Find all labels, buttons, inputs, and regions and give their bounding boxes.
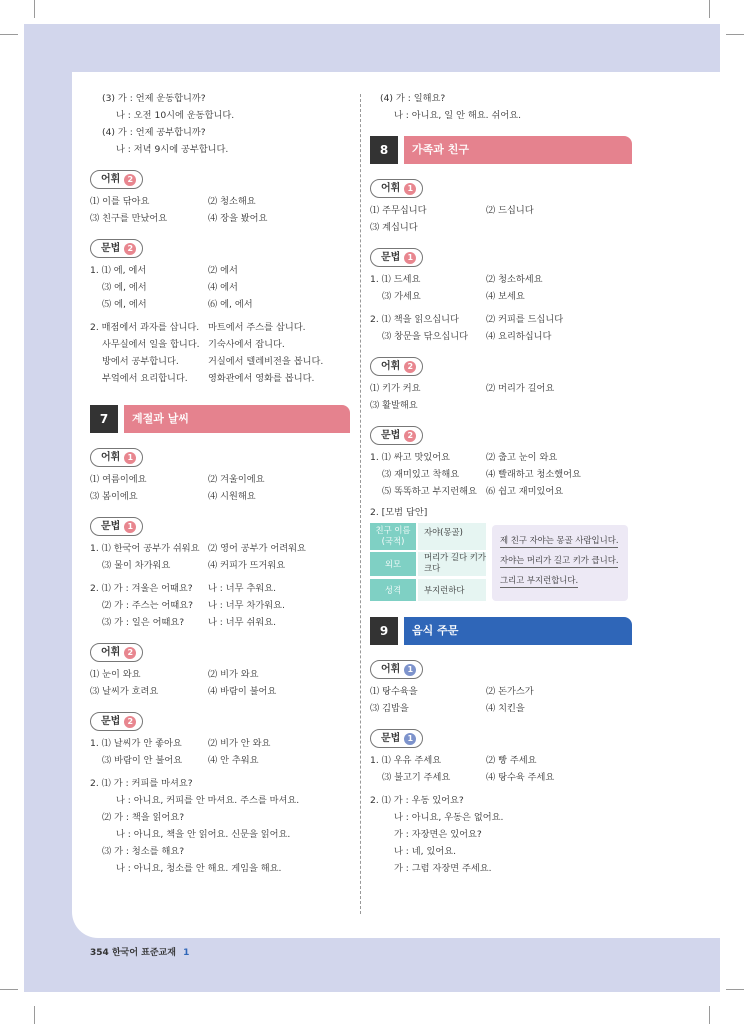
answer-text: 가 : 그럼 자장면 주세요. — [394, 863, 492, 874]
pill-number: 2 — [124, 716, 136, 728]
crop-mark — [709, 0, 710, 18]
unit-number: 8 — [370, 136, 398, 164]
section-pill-vocab — [370, 357, 423, 376]
answer-row — [90, 296, 350, 313]
answer-text: ⑷ 에서 — [208, 282, 238, 293]
answer-text: 나 : 저녁 9시에 공부합니다. — [116, 144, 229, 155]
pill-label: 어휘 — [381, 183, 401, 194]
pill-label: 문법 — [381, 252, 401, 263]
pill-number: 1 — [404, 733, 416, 745]
answer-text: ⑷ 치킨을 — [486, 703, 525, 714]
answer-text: ⑴ 이를 닦아요 — [90, 196, 150, 207]
answer-text: (4) 가 : 일해요? — [380, 93, 446, 104]
answer-row — [90, 279, 350, 296]
pill-number: 1 — [404, 252, 416, 264]
answer-row — [370, 397, 632, 414]
pill-number: 2 — [404, 430, 416, 442]
answer-text: ⑵ 머리가 길어요 — [486, 383, 555, 394]
unit-banner — [370, 617, 632, 645]
answer-text: 기숙사에서 잡니다. — [208, 339, 285, 350]
answer-text: 나 : 네, 있어요. — [394, 846, 457, 857]
pill-label: 어휘 — [101, 452, 121, 463]
crop-mark — [0, 989, 18, 990]
pill-label: 문법 — [381, 733, 401, 744]
answer-text: 2. ⑴ 가 : 우동 있어요? — [370, 795, 464, 806]
answer-text: ⑹ 에, 에서 — [208, 299, 253, 310]
answer-text: 부엌에서 요리합니다. — [102, 373, 188, 384]
answer-text: 방에서 공부합니다. — [102, 356, 179, 367]
answer-text: ⑵ 가 : 책을 읽어요? — [102, 812, 185, 823]
answer-row — [90, 210, 350, 227]
answer-row — [90, 666, 350, 683]
answer-text: ⑵ 비가 안 와요 — [208, 738, 271, 749]
answer-row — [370, 288, 632, 305]
answer-text: ⑸ 에, 에서 — [102, 299, 147, 310]
answer-text: ⑵ 빵 주세요 — [486, 755, 537, 766]
crop-mark — [726, 989, 744, 990]
answer-row — [90, 597, 350, 614]
answer-text: ⑶ 창문을 닦으십니다 — [382, 331, 469, 342]
table-key: 외모 — [370, 552, 416, 576]
section-pill-grammar — [370, 729, 423, 748]
section-pill-vocab — [90, 643, 143, 662]
answer-text: ⑵ 춥고 눈이 와요 — [486, 452, 558, 463]
answer-text: ⑶ 바람이 안 불어요 — [102, 755, 183, 766]
page-footer — [90, 945, 189, 958]
answer-text: 2. 매점에서 과자를 삽니다. — [90, 322, 200, 333]
answer-line — [90, 809, 350, 826]
pill-label: 문법 — [381, 430, 401, 441]
answer-text: ⑵ 청소해요 — [208, 196, 256, 207]
answer-row — [90, 752, 350, 769]
answer-row — [370, 328, 632, 345]
answer-text: 가 : 자장면은 있어요? — [394, 829, 482, 840]
answer-text: ⑶ 계십니다 — [370, 222, 418, 233]
answer-line — [90, 826, 350, 843]
section-pill-grammar — [90, 517, 143, 536]
answer-text: ⑵ 청소하세요 — [486, 274, 543, 285]
answer-text: ⑶ 가 : 청소를 해요? — [102, 846, 185, 857]
answer-text: 1. ⑴ 날씨가 안 좋아요 — [90, 738, 182, 749]
section-pill-vocab — [370, 660, 423, 679]
book-title: 한국어 표준교재 — [111, 948, 176, 958]
column-divider — [360, 94, 361, 914]
answer-text: 거실에서 텔레비전을 봅니다. — [208, 356, 324, 367]
answer-text: ⑶ 활발해요 — [370, 400, 418, 411]
answer-text: 나 : 너무 추워요. — [208, 583, 277, 594]
answer-text: ⑹ 쉽고 재미있어요 — [486, 486, 564, 497]
sample-answer-note — [492, 525, 628, 601]
answer-row — [370, 752, 632, 769]
unit-banner — [370, 136, 632, 164]
answer-row — [370, 449, 632, 466]
answer-line — [90, 860, 350, 877]
answer-line — [90, 843, 350, 860]
answer-text: ⑶ 김밥을 — [370, 703, 409, 714]
pill-number: 2 — [124, 174, 136, 186]
answer-text: ⑶ 물이 차가워요 — [102, 560, 171, 571]
unit-number: 9 — [370, 617, 398, 645]
answer-row — [370, 202, 632, 219]
answer-text: 나 : 아니요, 일 안 해요. 쉬어요. — [394, 110, 522, 121]
answer-text: ⑷ 안 추워요 — [208, 755, 259, 766]
left-column — [90, 90, 350, 877]
answer-row — [370, 380, 632, 397]
page-number: 354 — [90, 948, 109, 958]
answer-text: ⑵ 가 : 주스는 어때요? — [102, 600, 193, 611]
pill-number: 1 — [124, 521, 136, 533]
answer-line — [370, 809, 632, 826]
answer-text: ⑵ 겨울이에요 — [208, 474, 265, 485]
answer-text: 2. ⑴ 가 : 커피를 마셔요? — [90, 778, 193, 789]
answer-text: ⑷ 커피가 뜨거워요 — [208, 560, 286, 571]
note-line: 그리고 부지런합니다. — [500, 574, 578, 588]
answer-row — [90, 540, 350, 557]
answer-row — [90, 580, 350, 597]
answer-line — [90, 792, 350, 809]
answer-text: 사무실에서 일을 합니다. — [102, 339, 200, 350]
answer-text: ⑶ 친구를 만났어요 — [90, 213, 168, 224]
unit-title: 계절과 날씨 — [124, 405, 350, 433]
answer-text: ⑷ 탕수육 주세요 — [486, 772, 555, 783]
book-volume: 1 — [183, 948, 190, 958]
answer-text: 1. ⑴ 우유 주세요 — [370, 755, 442, 766]
answer-row — [90, 557, 350, 574]
answer-text: ⑵ 커피를 드십니다 — [486, 314, 564, 325]
table-value: 머리가 길다 키가 크다 — [418, 552, 486, 576]
crop-mark — [0, 34, 18, 35]
sample-answer-table — [370, 523, 632, 603]
answer-text: ⑸ 똑똑하고 부지런해요 — [382, 486, 477, 497]
table-key: 성격 — [370, 579, 416, 601]
answer-text: 영화관에서 영화를 봅니다. — [208, 373, 315, 384]
answer-line — [370, 792, 632, 809]
unit-banner — [90, 405, 350, 433]
answer-row — [370, 683, 632, 700]
answer-text: 1. ⑴ 드세요 — [370, 274, 421, 285]
answer-text: ⑶ 가세요 — [382, 291, 421, 302]
answer-line — [370, 826, 632, 843]
table-value: 자야(몽골) — [418, 523, 486, 550]
answer-row — [370, 769, 632, 786]
answer-row — [90, 193, 350, 210]
answer-text: ⑷ 빨래하고 청소했어요 — [486, 469, 581, 480]
answer-text: ⑴ 키가 커요 — [370, 383, 421, 394]
answer-text: ⑷ 보세요 — [486, 291, 525, 302]
answer-text: ⑵ 에서 — [208, 265, 238, 276]
note-line: 제 친구 자야는 몽골 사람입니다. — [500, 534, 618, 548]
answer-text: ⑵ 돈가스가 — [486, 686, 534, 697]
answer-line — [370, 843, 632, 860]
section-pill-vocab — [90, 170, 143, 189]
answer-text: ⑶ 날씨가 흐려요 — [90, 686, 159, 697]
answer-text: 마트에서 주스를 삽니다. — [208, 322, 306, 333]
answer-text: ⑴ 주무십니다 — [370, 205, 427, 216]
answer-text: ⑷ 요리하십니다 — [486, 331, 552, 342]
answer-text: 나 : 너무 차가워요. — [208, 600, 285, 611]
answer-row — [90, 353, 350, 370]
section-pill-grammar — [90, 712, 143, 731]
answer-text: 2. ⑴ 책을 읽으십니다 — [370, 314, 459, 325]
pill-number: 1 — [404, 664, 416, 676]
pill-label: 어휘 — [381, 664, 401, 675]
answer-row — [370, 466, 632, 483]
answer-text: 나 : 아니요, 우동은 없어요. — [394, 812, 504, 823]
unit-title: 음식 주문 — [404, 617, 632, 645]
answer-text: (4) 가 : 언제 공부합니까? — [102, 127, 206, 138]
answer-text: ⑴ 탕수육을 — [370, 686, 418, 697]
pill-label: 어휘 — [101, 647, 121, 658]
answer-line — [90, 141, 350, 158]
answer-text: ⑶ 불고기 주세요 — [382, 772, 451, 783]
unit-title: 가족과 친구 — [404, 136, 632, 164]
answer-row — [90, 370, 350, 387]
crop-mark — [726, 34, 744, 35]
answer-line — [90, 90, 350, 107]
answer-text: ⑴ 여름이에요 — [90, 474, 147, 485]
crop-mark — [709, 1006, 710, 1024]
pill-label: 문법 — [101, 716, 121, 727]
answer-row — [370, 219, 632, 236]
note-line: 자야는 머리가 길고 키가 큽니다. — [500, 554, 618, 568]
answer-row — [90, 735, 350, 752]
answer-row — [90, 319, 350, 336]
answer-text: ⑵ 비가 와요 — [208, 669, 259, 680]
answer-text: ⑶ 재미있고 착해요 — [382, 469, 460, 480]
answer-line — [370, 107, 632, 124]
answer-text: 2. ⑴ 가 : 겨울은 어때요? — [90, 583, 193, 594]
answer-line — [370, 504, 632, 521]
answer-text: 1. ⑴ 싸고 맛있어요 — [370, 452, 450, 463]
table-value: 부지런하다 — [418, 579, 486, 601]
unit-number: 7 — [90, 405, 118, 433]
section-pill-grammar — [370, 248, 423, 267]
right-column — [370, 90, 632, 877]
section-pill-grammar — [90, 239, 143, 258]
answer-row — [90, 471, 350, 488]
pill-label: 문법 — [101, 243, 121, 254]
answer-text: ⑷ 장을 봤어요 — [208, 213, 268, 224]
answer-row — [90, 336, 350, 353]
pill-label: 어휘 — [101, 174, 121, 185]
answer-text: 1. ⑴ 한국어 공부가 쉬워요 — [90, 543, 200, 554]
answer-text: 2. [모범 답안] — [370, 507, 428, 518]
answer-text: ⑶ 에, 에서 — [102, 282, 147, 293]
answer-text: ⑷ 바람이 불어요 — [208, 686, 277, 697]
pill-number: 2 — [124, 647, 136, 659]
answer-line — [90, 775, 350, 792]
pill-number: 1 — [404, 183, 416, 195]
answer-text: 나 : 아니요, 커피를 안 마셔요. 주스를 마셔요. — [116, 795, 300, 806]
crop-mark — [34, 1006, 35, 1024]
answer-row — [90, 262, 350, 279]
answer-text: 나 : 오전 10시에 운동합니다. — [116, 110, 235, 121]
answer-row — [90, 614, 350, 631]
table-key: 친구 이름 (국적) — [370, 523, 416, 550]
answer-line — [370, 90, 632, 107]
answer-text: ⑴ 눈이 와요 — [90, 669, 141, 680]
answer-line — [370, 860, 632, 877]
answer-row — [370, 311, 632, 328]
answer-line — [90, 124, 350, 141]
answer-row — [370, 271, 632, 288]
answer-text: 나 : 너무 쉬워요. — [208, 617, 277, 628]
answer-text: 1. ⑴ 에, 에서 — [90, 265, 147, 276]
section-pill-grammar — [370, 426, 423, 445]
answer-text: ⑵ 드십니다 — [486, 205, 534, 216]
answer-row — [370, 483, 632, 500]
answer-text: ⑵ 영어 공부가 어려워요 — [208, 543, 306, 554]
answer-text: (3) 가 : 언제 운동합니까? — [102, 93, 206, 104]
answer-text: 나 : 아니요, 청소를 안 해요. 게임을 해요. — [116, 863, 282, 874]
crop-mark — [34, 0, 35, 18]
pill-label: 문법 — [101, 521, 121, 532]
pill-number: 2 — [124, 243, 136, 255]
answer-text: ⑷ 시원해요 — [208, 491, 256, 502]
answer-text: 나 : 아니요, 책을 안 읽어요. 신문을 읽어요. — [116, 829, 291, 840]
answer-text: ⑶ 가 : 일은 어때요? — [102, 617, 185, 628]
section-pill-vocab — [370, 179, 423, 198]
answer-line — [90, 107, 350, 124]
pill-label: 어휘 — [381, 361, 401, 372]
pill-number: 2 — [404, 361, 416, 373]
answer-row — [370, 700, 632, 717]
answer-row — [90, 683, 350, 700]
answer-row — [90, 488, 350, 505]
section-pill-vocab — [90, 448, 143, 467]
answer-text: ⑶ 봄이에요 — [90, 491, 138, 502]
pill-number: 1 — [124, 452, 136, 464]
